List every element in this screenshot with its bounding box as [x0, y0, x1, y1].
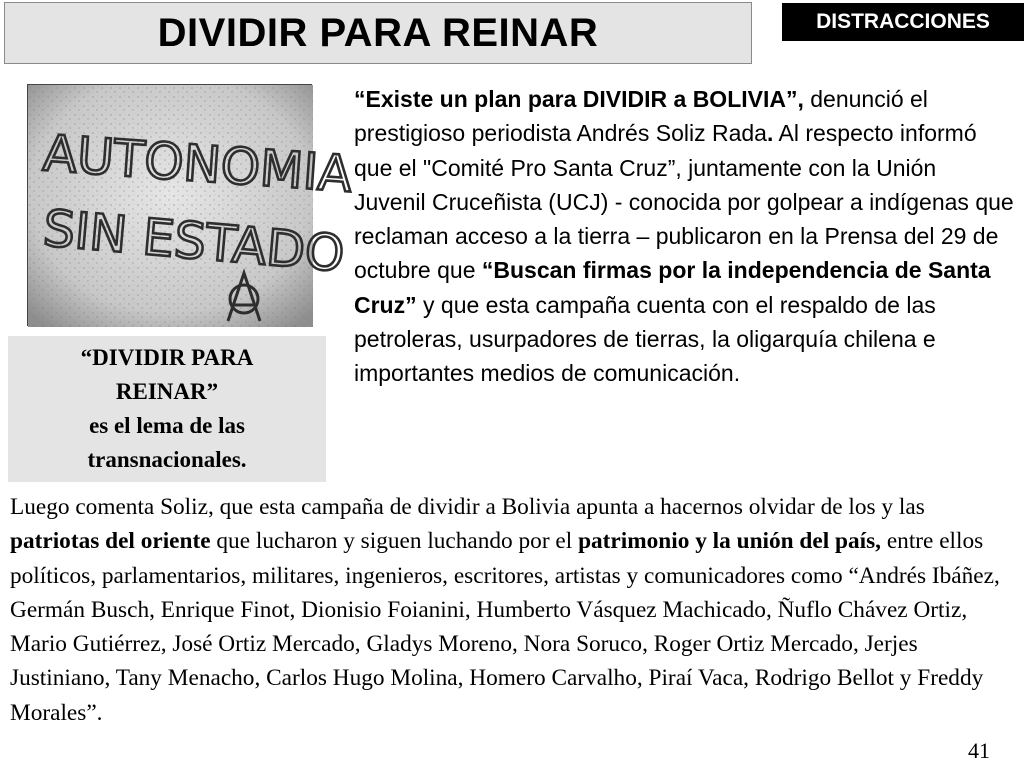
graffiti-line1: AUTONOMIA [41, 124, 355, 204]
graffiti-photo [27, 84, 355, 326]
slide-title: DIVIDIR PARA REINAR [157, 10, 599, 55]
body-part2: que lucharon y siguen luchando por el [210, 528, 579, 555]
photo-caption [8, 336, 326, 482]
quote-paragraph [354, 82, 1014, 391]
quote-text1: denunció el prestigioso periodista Andrés Soliz Rada [354, 86, 928, 147]
caption-line1: “DIVIDIR PARA [80, 345, 254, 370]
title-box [4, 2, 752, 64]
quote-headline: “Existe un plan para DIVIDIR a BOLIVIA”, [354, 86, 804, 112]
graffiti-image [28, 85, 355, 327]
caption-line3: es el lema de las [89, 413, 245, 438]
section-tag: DISTRACCIONES [782, 3, 1024, 41]
quote-text3: y que esta campaña cuenta con el respaldo de las petroleras, usurpadores de tierras, la oligarquía chilena e importantes medios de comunicación. [354, 291, 936, 387]
body-paragraph [10, 490, 1018, 730]
quote-text2: Al respecto informó que el "Comité Pro Santa Cruz”, juntamente con la Unión Juvenil Cruceñista (UCJ) - conocida por golpear a indígenas que reclaman acceso a la tierra – publicaron en la Prensa del 29 de octubre que [354, 120, 1014, 284]
body-bold2: patrimonio y la unión del país, [578, 528, 881, 555]
quote-dot: . [766, 120, 774, 147]
body-bold1: patriotas del oriente [10, 528, 211, 555]
graffiti-line2: SIN ESTADO [40, 199, 347, 284]
page-number: 41 [968, 738, 990, 763]
quote-headline2: “Buscan firmas por la independencia de Santa Cruz” [354, 257, 991, 318]
caption-line4: transnacionales. [87, 447, 247, 472]
body-part1: Luego comenta Soliz, que esta campaña de dividir a Bolivia apunta a hacernos olvidar de los y las [10, 494, 925, 520]
body-part3: entre ellos políticos, parlamentarios, militares, ingenieros, escritores, artistas y comunicadores como “Andrés Ibáñez, Germán Busch, Enrique Finot, Dionisio Foianini, Humberto Vásquez Machicado, Ñuflo Chávez Ortiz, Mario Gutiérrez, José Ortiz Mercado, Gladys Moreno, Nora Soruco, Roger Ortiz Mercado, Jerjes Justiniano, Tany Menacho, Carlos Hugo Molina, Homero Carvalho, Piraí Vaca, Rodrigo Bellot y Freddy Morales”. [10, 528, 1000, 726]
caption-line2: REINAR” [115, 379, 219, 404]
